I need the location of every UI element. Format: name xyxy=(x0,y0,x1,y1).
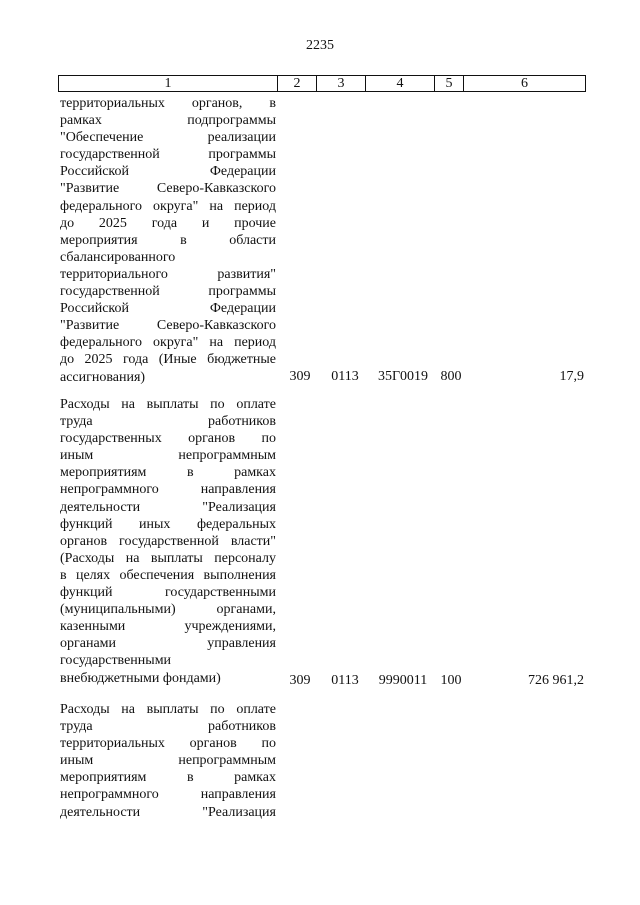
description-line: сбалансированного xyxy=(60,249,176,265)
description-line: иным непрограммным xyxy=(60,753,276,769)
column-header-1: 1 xyxy=(59,76,278,92)
target-article-code: 35Г0019 xyxy=(377,369,429,384)
description-line: непрограммного направления xyxy=(60,482,276,498)
description-line: Расходы на выплаты по оплате xyxy=(60,702,276,717)
column-header-2: 2 xyxy=(278,76,317,92)
description-line: мероприятиям в рамках xyxy=(60,465,276,481)
description-line: ассигнования) xyxy=(60,369,146,385)
description-line: функций государственными xyxy=(60,585,276,601)
section-code: 0113 xyxy=(331,673,359,688)
row-description xyxy=(60,396,276,687)
description-line: Российской Федерации xyxy=(60,164,276,180)
description-line: органами управления xyxy=(60,636,276,652)
section-code: 0113 xyxy=(331,369,359,384)
target-article-code: 9990011 xyxy=(378,673,428,688)
description-line: функций иных федеральных xyxy=(60,516,276,532)
description-line: внебюджетными фондами) xyxy=(60,670,221,686)
description-line: до 2025 года и прочие xyxy=(60,215,276,231)
description-line: территориального развития" xyxy=(60,266,276,282)
description-line: территориальных органов, в xyxy=(60,96,276,111)
page-number: 2235 xyxy=(306,38,334,53)
description-line: "Обеспечение реализации xyxy=(60,130,276,146)
description-line: Расходы на выплаты по оплате xyxy=(60,397,276,412)
description-line: в целях обеспечения выполнения xyxy=(60,567,276,583)
expense-type-code: 800 xyxy=(440,369,462,384)
ministry-code: 309 xyxy=(289,369,311,384)
description-line: государственных органов по xyxy=(60,431,276,447)
row-description xyxy=(60,701,276,821)
description-line: труда работников xyxy=(60,414,276,430)
description-line: федерального округа" на период xyxy=(60,198,276,214)
description-line: государственными xyxy=(60,653,172,669)
description-line: до 2025 года (Иные бюджетные xyxy=(60,352,276,368)
ministry-code: 309 xyxy=(289,673,311,688)
description-line: государственной программы xyxy=(60,284,276,300)
amount-value: 726 961,2 xyxy=(528,673,584,688)
description-line: (Расходы на выплаты персоналу xyxy=(60,550,276,566)
description-line: рамках подпрограммы xyxy=(60,113,276,129)
description-line: органов государственной власти" xyxy=(60,533,276,549)
description-line: федерального округа" на период xyxy=(60,335,276,351)
column-header-3: 3 xyxy=(317,76,366,92)
description-line: непрограммного направления xyxy=(60,787,276,803)
description-line: (муниципальными) органами, xyxy=(60,602,276,618)
amount-value: 17,9 xyxy=(559,369,584,384)
description-line: труда работников xyxy=(60,719,276,735)
description-line: Российской Федерации xyxy=(60,301,276,317)
column-header-6: 6 xyxy=(464,76,586,92)
description-line: "Развитие Северо-Кавказского xyxy=(60,181,276,197)
row-description xyxy=(60,95,276,386)
expense-type-code: 100 xyxy=(440,673,462,688)
column-header-4: 4 xyxy=(366,76,435,92)
description-line: государственной программы xyxy=(60,147,276,163)
description-line: деятельности "Реализация xyxy=(60,499,276,515)
description-line: деятельности "Реализация xyxy=(60,804,276,820)
description-line: "Развитие Северо-Кавказского xyxy=(60,318,276,334)
description-line: мероприятиям в рамках xyxy=(60,770,276,786)
description-line: территориальных органов по xyxy=(60,736,276,752)
column-header-row xyxy=(59,76,586,92)
column-header-table xyxy=(58,75,586,92)
description-line: иным непрограммным xyxy=(60,448,276,464)
description-line: мероприятия в области xyxy=(60,232,276,248)
description-line: казенными учреждениями, xyxy=(60,619,276,635)
column-header-5: 5 xyxy=(435,76,464,92)
